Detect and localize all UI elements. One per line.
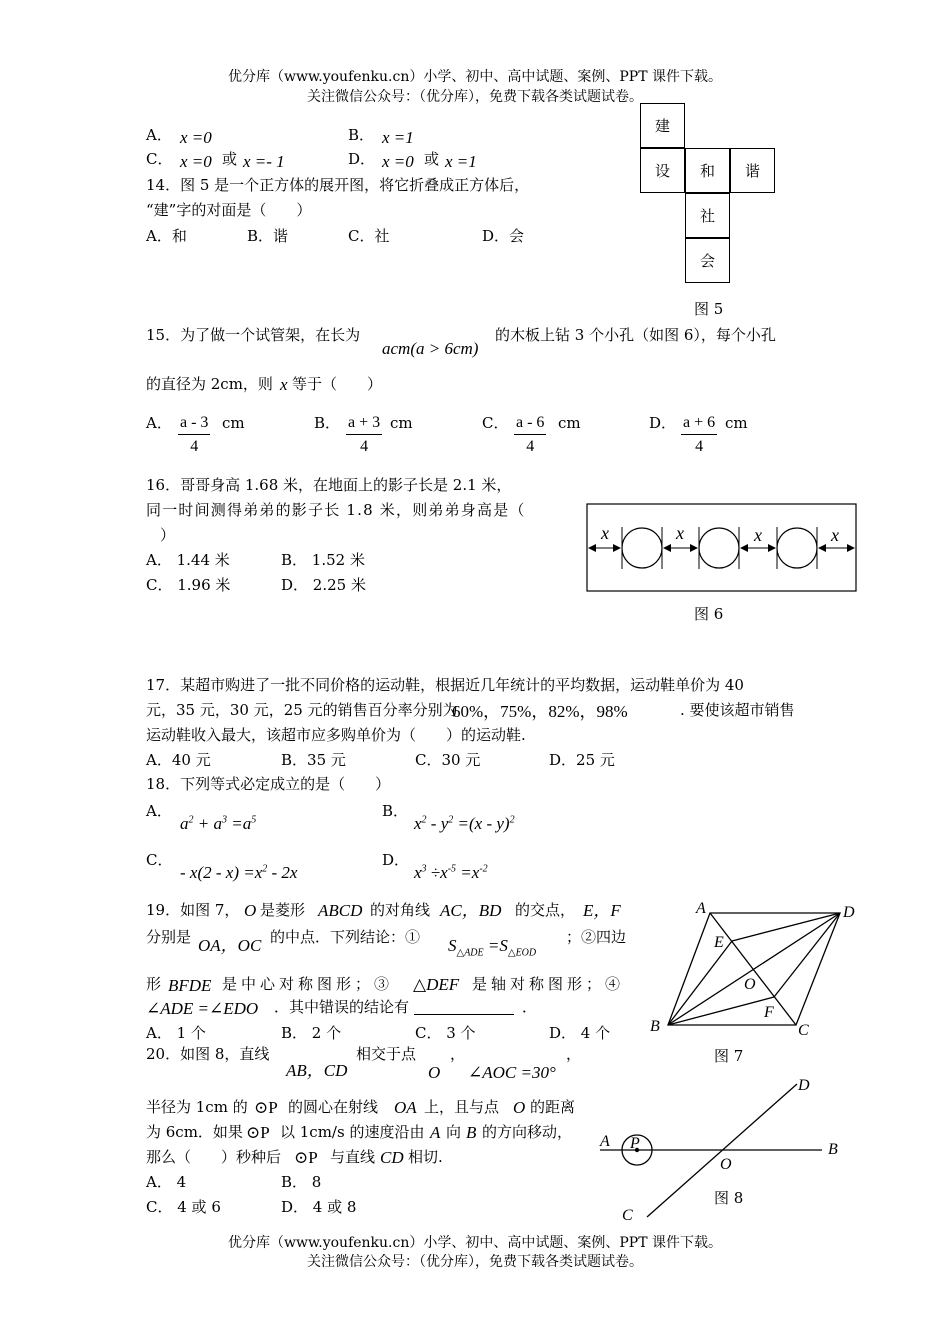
q20-l4-post: 相切. — [408, 1148, 443, 1166]
q20-l4-pre: 那么（ ）秒种后 — [146, 1148, 282, 1166]
hole-3 — [777, 527, 817, 569]
point-E: E — [714, 934, 724, 951]
q20-l1-angle: ∠AOC =30° — [468, 1063, 556, 1082]
q18-stem: 18．下列等式必定成立的是（ ） — [146, 775, 391, 793]
q15-d-num: a + 6 — [681, 414, 717, 435]
footer-line-1: 优分库（www.youfenku.cn）小学、初中、高中试题、案例、PPT 课件下载。 — [227, 1235, 722, 1251]
q14-line-2: “建”字的对面是（ ） — [146, 201, 312, 219]
gap-label-4: x — [831, 525, 839, 545]
q15-d-unit: cm — [725, 414, 748, 432]
q14-line-1: 14．图 5 是一个正方体的展开图，将它折叠成正方体后， — [146, 176, 530, 194]
q17-line-2-pre: 元，35 元，30 元，25 元的销售百分率分别为 — [146, 701, 458, 719]
point-P-fig8: P — [630, 1135, 640, 1152]
header-line-1: 优分库（www.youfenku.cn）小学、初中、高中试题、案例、PPT 课件下载。 — [227, 69, 722, 85]
point-O: O — [744, 976, 756, 993]
point-O-fig8: O — [720, 1156, 732, 1173]
q15-a-den: 4 — [190, 438, 199, 455]
q20-option-c: C． 4 或 6 — [146, 1198, 221, 1216]
gap-label-1: x — [601, 523, 609, 543]
diagonal-bd — [668, 913, 840, 1025]
q15-c-label: C． — [482, 414, 509, 432]
q15-line-1-post: 的木板上钻 3 个小孔（如图 6），每个小孔 — [495, 326, 776, 344]
q19-l1-mid2: 的对角线 — [370, 901, 431, 919]
q14-option-d: D．会 — [482, 227, 525, 245]
board-outline — [587, 504, 856, 591]
q20-l2-mid: 的圆心在射线 — [288, 1098, 379, 1116]
q16-line-3: ） — [160, 526, 176, 544]
q19-l4-math: ∠ADE =∠EDO — [146, 999, 259, 1018]
q19-l3-DEF: △DEF — [413, 975, 460, 994]
q15-line-2-post: 等于（ ） — [292, 375, 383, 393]
q15-d-label: D． — [649, 414, 677, 432]
gap-label-2: x — [676, 523, 684, 543]
q15-b-den: 4 — [360, 438, 369, 455]
q20-option-a: A． 4 — [146, 1173, 187, 1191]
q19-l2-mid: 的中点．下列结论：① — [270, 928, 421, 946]
q20-l3-B: B — [466, 1123, 477, 1142]
q17-option-d: D．25 元 — [549, 751, 615, 769]
q20-l3-mid2: 向 — [446, 1123, 462, 1141]
point-A-fig8: A — [600, 1133, 610, 1150]
q20-l3-post: 的方向移动， — [482, 1123, 573, 1141]
net-cell-hui: 会 — [685, 238, 730, 283]
segment-fd — [774, 913, 840, 997]
q19-l2-post: ；②四边 — [566, 928, 627, 946]
hole-2 — [699, 527, 739, 569]
q19-l1-mid3: 的交点， — [515, 901, 576, 919]
q19-l1-O: O — [244, 901, 257, 920]
q18-d-math: $x^3 \div x^{-5} =x^{-2}$ — [414, 863, 488, 882]
net-cell-xie: 谐 — [730, 148, 775, 193]
figure-7-rhombus — [640, 895, 870, 1040]
q15-line-2-pre: 的直径为 2cm，则 — [146, 375, 273, 393]
q19-l2-area-formula: $S_{\triangle ADE} =S_{\triangle EOD}$ — [448, 936, 537, 959]
q20-l3-mid: 以 1cm/s 的速度沿由 — [280, 1123, 425, 1141]
q13-b-math: x =1 — [382, 128, 414, 147]
q20-l3-A: A — [430, 1123, 441, 1142]
q20-l1-mid: 相交于点 — [356, 1045, 417, 1063]
q18-b-label: B． — [382, 802, 409, 820]
q20-option-d: D． 4 或 8 — [281, 1198, 357, 1216]
q15-b-num: a + 3 — [346, 414, 382, 435]
q20-l2-post: 的距离 — [530, 1098, 576, 1116]
q18-c-label: C． — [146, 851, 173, 869]
point-C: C — [798, 1022, 809, 1039]
segment-bf — [668, 997, 774, 1025]
q13-b-label: B． — [348, 126, 375, 144]
q15-b-fraction — [346, 414, 382, 456]
q18-a-label: A． — [146, 802, 172, 820]
q17-line-2-post: . 要使该超市销售 — [680, 701, 795, 719]
figure-7-caption: 图 7 — [714, 1047, 744, 1065]
q20-l1-O: O — [428, 1063, 441, 1082]
q19-l2-pre: 分别是 — [146, 928, 192, 946]
q13-c-or: 或 — [222, 150, 238, 168]
q19-l1-EF: E，F — [583, 901, 621, 920]
gap-label-3: x — [754, 525, 762, 545]
q20-l2-O: O — [513, 1098, 526, 1117]
net-cell-she: 设 — [640, 148, 685, 193]
net-cell-he: 和 — [685, 148, 730, 193]
q19-l3-pre: 形 — [146, 975, 162, 993]
q15-a-unit: cm — [222, 414, 245, 432]
q17-line-3: 运动鞋收入最大，该超市应多购单价为（ ）的运动鞋. — [146, 726, 526, 744]
q15-c-den: 4 — [526, 438, 535, 455]
q17-option-b: B．35 元 — [281, 751, 346, 769]
q20-l1-ABCD: AB，CD — [286, 1061, 348, 1080]
q19-option-a: A． 1 个 — [146, 1024, 206, 1042]
q15-c-num: a - 6 — [514, 414, 546, 435]
q15-b-unit: cm — [390, 414, 413, 432]
q20-l2-mid2: 上，且与点 — [424, 1098, 500, 1116]
q16-option-b: B． 1.52 米 — [281, 551, 365, 569]
q19-l2-OAOC: OA，OC — [198, 936, 262, 955]
q13-c-label: C． — [146, 150, 173, 168]
figure-6-board — [586, 503, 858, 593]
q17-line-2-math: 60%，75%，82%，98% — [452, 702, 628, 721]
q20-l4-CD: CD — [380, 1148, 404, 1167]
q19-l3-mid: 是中心对称图形；③ — [222, 975, 394, 993]
net-cell-jian: 建 — [640, 103, 685, 148]
header-line-2: 关注微信公众号：（优分库），免费下载各类试题试卷。 — [307, 89, 643, 105]
q19-l1-ABCD: ABCD — [318, 901, 363, 920]
q19-l4-end: ． — [522, 998, 538, 1016]
q18-c-math: - $x(2 - x) =x^2 - 2x$ — [180, 863, 298, 882]
q13-d-label: D． — [348, 150, 376, 168]
point-B: B — [650, 1018, 660, 1035]
q15-b-label: B． — [314, 414, 341, 432]
q20-l3-pre: 为 6cm．如果 — [146, 1123, 243, 1141]
q19-l1-mid: 是菱形 — [260, 901, 306, 919]
q13-d-or: 或 — [424, 150, 440, 168]
q19-l3-BFDE: BFDE — [168, 976, 212, 995]
q13-d-math2: x =1 — [445, 152, 477, 171]
q19-l1-pre: 19．如图 7， — [146, 901, 240, 919]
q20-l2-P: ⊙P — [254, 1098, 278, 1117]
q19-option-c: C． 3 个 — [415, 1024, 476, 1042]
point-A: A — [696, 900, 706, 917]
q15-line-2-math: x — [280, 375, 288, 394]
q20-l1-end: ， — [566, 1045, 582, 1063]
q14-option-b: B．谐 — [247, 227, 289, 245]
q16-line-1: 16．哥哥身高 1.68 米，在地面上的影子长是 2.1 米， — [146, 476, 512, 494]
q17-option-c: C．30 元 — [415, 751, 481, 769]
q15-c-unit: cm — [558, 414, 581, 432]
q20-option-b: B． 8 — [281, 1173, 322, 1191]
q20-l1-comma: ， — [450, 1045, 466, 1063]
q18-b-math: $x^2 - y^2 =(x - y)^2$ — [414, 814, 515, 833]
q15-a-num: a - 3 — [178, 414, 210, 435]
figure-8-caption: 图 8 — [714, 1189, 744, 1207]
q15-d-den: 4 — [695, 438, 704, 455]
q19-option-b: B． 2 个 — [281, 1024, 342, 1042]
q20-l2-pre: 半径为 1cm 的 — [146, 1098, 248, 1116]
q16-option-c: C． 1.96 米 — [146, 576, 231, 594]
net-cell-she2: 社 — [685, 193, 730, 238]
segment-ed — [732, 913, 840, 941]
point-C-fig8: C — [622, 1207, 633, 1224]
q15-line-1-pre: 15．为了做一个试管架，在长为 — [146, 326, 361, 344]
figure-5-caption: 图 5 — [694, 300, 724, 318]
q14-option-c: C．社 — [348, 227, 390, 245]
q19-l3-post: 是轴对称图形；④ — [472, 975, 625, 993]
point-B-fig8: B — [828, 1141, 838, 1158]
q15-d-fraction — [681, 414, 717, 456]
hole-1 — [622, 527, 662, 569]
q20-l1-pre: 20．如图 8，直线 — [146, 1045, 270, 1063]
q13-a-label: A． — [146, 126, 172, 144]
q14-option-a: A．和 — [146, 227, 187, 245]
q13-d-math1: x =0 — [382, 152, 414, 171]
q15-c-fraction — [514, 414, 546, 456]
q19-option-d: D． 4 个 — [549, 1024, 611, 1042]
q20-l4-P: ⊙P — [294, 1148, 318, 1167]
q15-a-label: A． — [146, 414, 172, 432]
q16-option-d: D． 2.25 米 — [281, 576, 366, 594]
q15-a-fraction — [178, 414, 210, 456]
point-D-fig8: D — [798, 1077, 810, 1094]
figure-6-caption: 图 6 — [694, 605, 724, 623]
q19-l4-post: ．其中错误的结论有 — [274, 998, 410, 1016]
q13-a-math: x =0 — [180, 128, 212, 147]
q19-l1-ACBD: AC，BD — [440, 901, 502, 920]
q19-l4-blank — [414, 1000, 514, 1018]
q13-c-math1: x =0 — [180, 152, 212, 171]
q18-a-math: $a^2 + a^3 =a^5$ — [180, 814, 257, 833]
point-D: D — [843, 904, 855, 921]
q13-c-math2: x =- 1 — [243, 152, 285, 171]
q20-l2-OA: OA — [394, 1098, 417, 1117]
footer-line-2: 关注微信公众号：（优分库），免费下载各类试题试卷。 — [307, 1254, 643, 1270]
q17-line-1: 17．某超市购进了一批不同价格的运动鞋，根据近几年统计的平均数据，运动鞋单价为 40 — [146, 676, 744, 694]
segment-be — [668, 941, 732, 1025]
q20-l3-P: ⊙P — [246, 1123, 270, 1142]
q20-l4-mid: 与直线 — [330, 1148, 376, 1166]
q17-option-a: A．40 元 — [146, 751, 211, 769]
q16-line-2: 同一时间测得弟弟的影子长 1.8 米，则弟弟身高是（ — [146, 501, 526, 519]
q15-line-1-math: acm(a > 6cm) — [382, 339, 479, 358]
q16-option-a: A． 1.44 米 — [146, 551, 230, 569]
q18-d-label: D． — [382, 851, 410, 869]
point-F: F — [764, 1004, 774, 1021]
